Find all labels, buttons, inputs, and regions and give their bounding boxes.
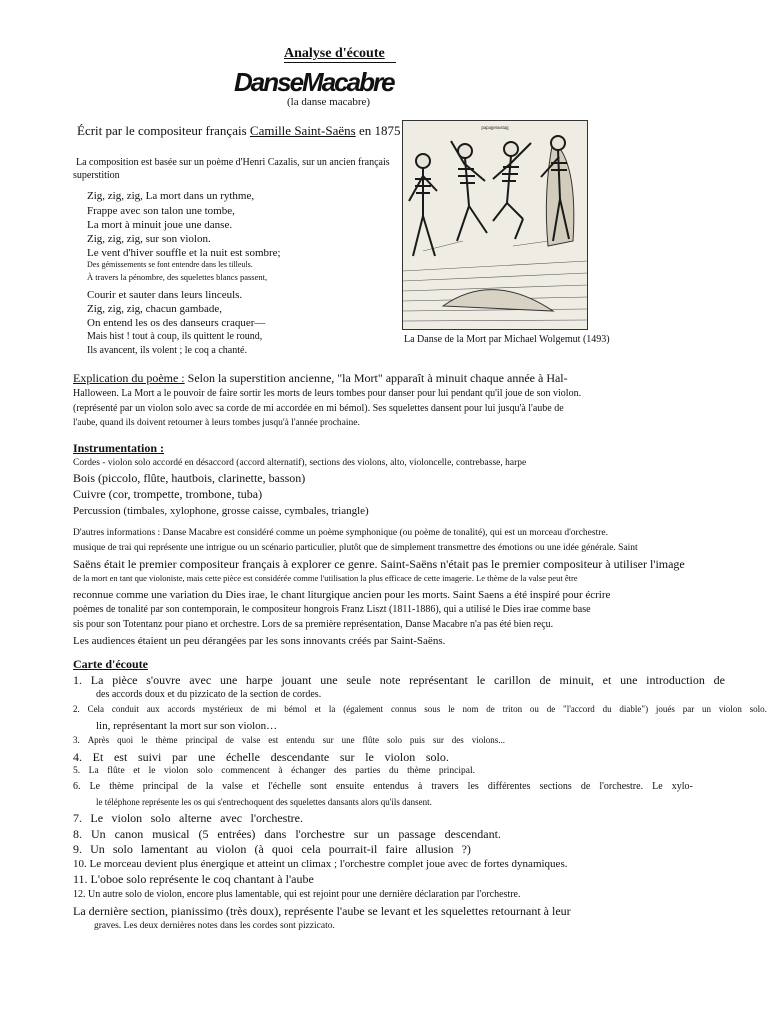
word: minuit, bbox=[559, 673, 594, 687]
word: valse bbox=[241, 735, 261, 745]
word: une bbox=[219, 673, 238, 687]
word: le bbox=[148, 766, 156, 776]
word: échanger bbox=[291, 766, 326, 776]
poem-line: Mais hist ! tout à coup, ils quittent le round, bbox=[87, 331, 263, 342]
composer-suffix: en 1875 bbox=[358, 123, 401, 138]
word: canon bbox=[114, 827, 144, 841]
word: quoi bbox=[271, 842, 294, 856]
word: l'orchestre. bbox=[599, 781, 644, 792]
word: La bbox=[88, 766, 99, 776]
word: à bbox=[278, 766, 283, 776]
word: triton bbox=[502, 704, 523, 714]
word: pourrait-il bbox=[328, 842, 378, 856]
word: à bbox=[417, 781, 423, 792]
instrumentation-percussion: Percussion (timbales, xylophone, grosse caisse, cymbales, triangle) bbox=[73, 505, 369, 517]
word: flûte bbox=[362, 735, 380, 745]
word: le bbox=[141, 735, 148, 745]
word: une bbox=[197, 750, 216, 764]
word: entendus bbox=[373, 781, 409, 792]
word: travers bbox=[431, 781, 459, 792]
word: principal bbox=[185, 735, 218, 745]
poem-line: Des gémissements se font entendre dans les tilleuls. bbox=[87, 260, 253, 269]
instrumentation-cordes: Cordes - violon solo accordé en désaccord (accord alternatif), sections des violons, alto, violoncelle, contrebasse, harpe bbox=[73, 458, 527, 468]
word: et bbox=[251, 781, 260, 792]
autres-line: sis pour son Totentanz pour piano et orchestre. Lors de sa première représentation, Danse Macabre n'a pas été bien reçu. bbox=[73, 619, 554, 630]
word: de bbox=[225, 735, 234, 745]
poem-line: À travers la pénombre, des squelettes blancs passent, bbox=[87, 272, 268, 282]
carte-item-4 bbox=[73, 750, 449, 765]
poem-line: Zig, zig, zig, chacun gambade, bbox=[87, 303, 223, 315]
word: et bbox=[133, 766, 141, 776]
explication-line bbox=[73, 372, 568, 386]
autres-line: poèmes de tonalité par son contemporain, le compositeur hongrois Franz Liszt (1811-1886), qui a utilisé le Dies irae comme base bbox=[73, 604, 591, 615]
word: sur bbox=[432, 735, 444, 745]
page-title: Analyse d'écoute bbox=[284, 46, 385, 61]
word: 1. bbox=[73, 673, 82, 687]
word: dans bbox=[264, 827, 287, 841]
word: du bbox=[389, 766, 399, 776]
carte-item-1-cont: des accords doux et du pizzicato de la section de cordes. bbox=[96, 689, 322, 700]
danse-macabre-logo: DanseMacabre bbox=[234, 67, 394, 97]
word: alterne bbox=[179, 811, 212, 825]
word: valse bbox=[222, 781, 243, 792]
word: violons... bbox=[471, 735, 505, 745]
word: 2. bbox=[73, 704, 80, 714]
word: solo bbox=[386, 735, 402, 745]
word: harpe bbox=[246, 673, 273, 687]
carte-item-6-cont: le téléphone représente les os qui s'entrechoquent des squelettes dansants alors qu'ils dansent. bbox=[96, 797, 432, 807]
word: de bbox=[713, 673, 725, 687]
word: solo bbox=[150, 811, 171, 825]
word: Après bbox=[87, 735, 110, 745]
autres-line: musique de trai qui représente une intrigue ou un scénario particulier, plutôt que de simplement transmettre des émotions ou une idée générale. Saint bbox=[73, 543, 638, 553]
word: parties bbox=[355, 766, 381, 776]
word: accords bbox=[167, 704, 195, 714]
word: représentant bbox=[409, 673, 468, 687]
word: conduit bbox=[111, 704, 139, 714]
dance-of-death-woodcut bbox=[402, 120, 588, 330]
word: le bbox=[476, 673, 486, 687]
word: ?) bbox=[461, 842, 471, 856]
word: des bbox=[451, 735, 464, 745]
poem-source-line: superstition bbox=[73, 170, 120, 181]
word: violon bbox=[111, 811, 143, 825]
word: La bbox=[90, 673, 104, 687]
word: 4. bbox=[73, 750, 82, 764]
word: violon bbox=[384, 750, 416, 764]
word: Un bbox=[90, 827, 106, 841]
word: des bbox=[333, 766, 347, 776]
word: jouant bbox=[281, 673, 312, 687]
word: avec bbox=[220, 811, 243, 825]
carte-item-2 bbox=[73, 704, 767, 714]
carte-item-12: 12. Un autre solo de violon, encore plus lamentable, qui est rejoint pour une dernière déclaration par l'orchestre. bbox=[73, 889, 521, 900]
carte-item-10: 10. Le morceau devient plus énergique et atteint un climax ; l'orchestre complet joue avec de fortes dynamiques. bbox=[73, 858, 568, 870]
word: l'orchestre bbox=[295, 827, 345, 841]
word: pièce bbox=[112, 673, 138, 687]
word: seule bbox=[346, 673, 371, 687]
word: différentes bbox=[487, 781, 531, 792]
word: (5 bbox=[198, 827, 209, 841]
word: thème bbox=[407, 766, 431, 776]
word: descendante bbox=[270, 750, 330, 764]
word: de bbox=[580, 781, 591, 792]
carte-item-6 bbox=[73, 781, 693, 792]
word: Cela bbox=[87, 704, 105, 714]
word: par bbox=[171, 750, 188, 764]
word: joués bbox=[655, 704, 675, 714]
word: de bbox=[546, 704, 556, 714]
autres-line: D'autres informations : Danse Macabre est considéré comme un poème symphonique (ou poème de tonalité), qui est un morceau d'orchestre. bbox=[73, 528, 608, 538]
word: connus bbox=[390, 704, 417, 714]
word: introduction bbox=[646, 673, 705, 687]
poem-line: Zig, zig, zig, sur son violon. bbox=[87, 233, 211, 245]
word: 3. bbox=[73, 735, 80, 745]
word: passage bbox=[398, 827, 436, 841]
autres-line: de la mort en tant que violoniste, mais cette pièce est considérée comme l'utilisation la plus efficace de cette imagerie. Le thème de la valse peut être bbox=[73, 573, 578, 583]
composer-line bbox=[77, 124, 400, 139]
woodcut-label: papagenustag bbox=[481, 126, 509, 131]
word: (également bbox=[343, 704, 384, 714]
word: 6. bbox=[73, 781, 81, 792]
word: entrées) bbox=[217, 827, 256, 841]
word: descendant. bbox=[444, 827, 501, 841]
word: violon bbox=[164, 766, 189, 776]
word: Le bbox=[90, 811, 104, 825]
carte-item-8 bbox=[73, 827, 501, 842]
word: sur bbox=[353, 827, 369, 841]
word: Et bbox=[92, 750, 104, 764]
word: est bbox=[113, 750, 128, 764]
word: le bbox=[448, 704, 455, 714]
word: violon bbox=[718, 704, 742, 714]
word: nom bbox=[462, 704, 479, 714]
word: de bbox=[486, 704, 495, 714]
word: sous bbox=[424, 704, 441, 714]
word: solo. bbox=[749, 704, 767, 714]
word: quoi bbox=[117, 735, 134, 745]
word: thème bbox=[155, 735, 178, 745]
word: 5. bbox=[73, 766, 81, 776]
word: un bbox=[702, 704, 712, 714]
carte-item-13: La dernière section, pianissimo (très doux), représente l'aube se levant et les squelettes retournant à leur bbox=[73, 904, 571, 918]
word: (à bbox=[254, 842, 264, 856]
word: avec bbox=[189, 673, 212, 687]
instrumentation-bois: Bois (piccolo, flûte, hautbois, clarinette, basson) bbox=[73, 471, 306, 485]
word: faire bbox=[385, 842, 408, 856]
image-caption: La Danse de la Mort par Michael Wolgemut (1493) bbox=[404, 334, 610, 345]
title-underline bbox=[284, 62, 396, 63]
word: la bbox=[328, 704, 336, 714]
word: du bbox=[602, 704, 612, 714]
word: sur bbox=[339, 750, 355, 764]
poem-line: La mort à minuit joue une danse. bbox=[87, 219, 233, 231]
word: le bbox=[365, 750, 374, 764]
word: de bbox=[187, 781, 197, 792]
word: diable") bbox=[619, 704, 649, 714]
word: suivi bbox=[137, 750, 162, 764]
word: mystérieux bbox=[202, 704, 243, 714]
word: et bbox=[602, 673, 612, 687]
word: Le bbox=[89, 781, 101, 792]
word: principal. bbox=[438, 766, 475, 776]
word: cela bbox=[301, 842, 321, 856]
word: xylo- bbox=[671, 781, 693, 792]
word: musical bbox=[152, 827, 190, 841]
word: solo. bbox=[425, 750, 449, 764]
word: au bbox=[196, 842, 208, 856]
word: flûte bbox=[107, 766, 125, 776]
word: les bbox=[467, 781, 479, 792]
instrumentation-heading: Instrumentation : bbox=[73, 441, 165, 455]
poem-line: Ils avancent, ils volent ; le coq a chanté. bbox=[87, 345, 247, 356]
word: allusion bbox=[415, 842, 454, 856]
composer-prefix: Écrit par le compositeur français bbox=[77, 123, 247, 138]
word: principal bbox=[142, 781, 179, 792]
word: puis bbox=[409, 735, 425, 745]
word: Le bbox=[652, 781, 663, 792]
carte-item-1 bbox=[73, 673, 725, 688]
explication-line: (représenté par un violon solo avec sa corde de mi accordée en mi bémol). Ses squelettes dansent pour lui jusqu'à l'aube de bbox=[73, 403, 564, 414]
word: de bbox=[539, 673, 551, 687]
word: un bbox=[377, 827, 390, 841]
poem-line: On entend les os des danseurs craquer— bbox=[87, 317, 266, 329]
word: l'orchestre. bbox=[250, 811, 303, 825]
explication-line: l'aube, quand ils doivent retourner à leurs tombes jusqu'à l'année prochaine. bbox=[73, 418, 360, 428]
word: mi bbox=[266, 704, 277, 714]
word: sur bbox=[322, 735, 334, 745]
word: solo bbox=[196, 766, 213, 776]
poem-line: Frappe avec son talon une tombe, bbox=[87, 205, 235, 217]
word: thème bbox=[109, 781, 134, 792]
poem-line: Courir et sauter dans leurs linceuls. bbox=[87, 289, 243, 301]
word: carillon bbox=[494, 673, 531, 687]
carte-item-5 bbox=[73, 766, 475, 776]
poem-line: Le vent d'hiver souffle et la nuit est sombre; bbox=[87, 247, 281, 259]
autres-line: Saëns était le premier compositeur français à explorer ce genre. Saint-Saëns n'était pas le premier compositeur à utiliser l'image bbox=[73, 557, 685, 571]
carte-heading: Carte d'écoute bbox=[73, 657, 148, 671]
word: violon bbox=[215, 842, 247, 856]
word: lamentant bbox=[140, 842, 189, 856]
word: sont bbox=[310, 781, 327, 792]
carte-item-3 bbox=[73, 735, 505, 745]
word: "l'accord bbox=[563, 704, 595, 714]
carte-item-11: 11. L'oboe solo représente le coq chantant à l'aube bbox=[73, 872, 314, 886]
word: ou bbox=[529, 704, 539, 714]
word: s'ouvre bbox=[146, 673, 181, 687]
word: est bbox=[268, 735, 279, 745]
word: une bbox=[620, 673, 638, 687]
word: sections bbox=[539, 781, 572, 792]
subtitle: (la danse macabre) bbox=[287, 96, 371, 108]
carte-item-2-cont: lin, représentant la mort sur son violon… bbox=[96, 720, 278, 732]
word: solo bbox=[112, 842, 133, 856]
word: ensuite bbox=[335, 781, 365, 792]
word: note bbox=[379, 673, 401, 687]
word: échelle bbox=[225, 750, 260, 764]
word: et bbox=[314, 704, 322, 714]
word: une bbox=[341, 735, 355, 745]
explication-heading: Explication du poème : bbox=[73, 371, 185, 385]
word: aux bbox=[146, 704, 160, 714]
word: l'échelle bbox=[268, 781, 301, 792]
carte-item-7 bbox=[73, 811, 303, 826]
poem-line: Zig, zig, zig, La mort dans un rythme, bbox=[87, 190, 255, 202]
autres-line: Les audiences étaient un peu dérangées par les sons innovants créés par Saint-Saëns. bbox=[73, 635, 446, 647]
word: par bbox=[682, 704, 695, 714]
word: 9. bbox=[73, 842, 82, 856]
explication-line: Halloween. La Mort a le pouvoir de faire sortir les morts de leurs tombes pour danser pour lui pendant qu'il joue de son violon. bbox=[73, 388, 582, 399]
word: la bbox=[205, 781, 214, 792]
carte-item-9 bbox=[73, 842, 471, 857]
word: 8. bbox=[73, 827, 82, 841]
word: commencent bbox=[221, 766, 270, 776]
word: bémol bbox=[284, 704, 307, 714]
poem-source-line: La composition est basée sur un poème d'Henri Cazalis, sur un ancien français bbox=[76, 157, 390, 168]
instrumentation-cuivre: Cuivre (cor, trompette, trombone, tuba) bbox=[73, 487, 263, 501]
word: une bbox=[320, 673, 338, 687]
word: Un bbox=[90, 842, 105, 856]
autres-line: reconnue comme une variation du Dies irae, le chant liturgique ancien pour les morts. Saint Saens a été inspiré pour écrire bbox=[73, 589, 611, 601]
word: 7. bbox=[73, 811, 82, 825]
composer-name: Camille Saint-Saëns bbox=[249, 123, 356, 138]
word: entendu bbox=[286, 735, 315, 745]
explication-text: Selon la superstition ancienne, "la Mort" apparaît à minuit chaque année à Hal- bbox=[187, 371, 568, 385]
carte-item-13-cont: graves. Les deux dernières notes dans les cordes sont pizzicato. bbox=[94, 921, 335, 931]
word: de bbox=[250, 704, 260, 714]
